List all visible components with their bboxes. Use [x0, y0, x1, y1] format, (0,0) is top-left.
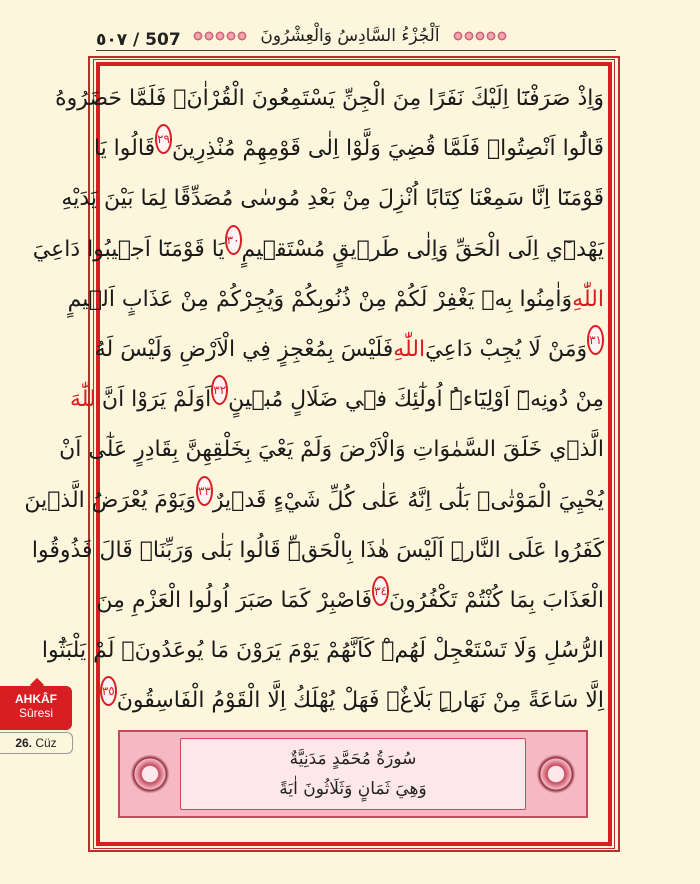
juz-label: Cüz — [35, 736, 57, 750]
sura-verse-count: وَهِيَ ثَمَانٍ وَثَلَاثُونَ اٰيَةً — [279, 779, 427, 799]
sura-name: AHKÂF — [15, 692, 57, 706]
verse-segment: يَا قَوْمَنَٓا اَجٖيبُوا دَاعِيَ — [32, 236, 225, 262]
ayah-number-marker: ٢٩ — [155, 124, 172, 154]
divine-name: اللّٰهَ — [70, 387, 102, 413]
sura-header-box — [118, 730, 588, 818]
verse-segment: كَفَرُوا عَلَى النَّارِۜ اَلَيْسَ هٰذَا بِالْحَقِّۜ قَالُوا بَلٰى وَرَبِّنَاۜ قَالَ فَذُوقُوا — [31, 537, 604, 563]
ayah-number-marker: ٣١ — [587, 325, 604, 355]
ayah-number-marker: ٣٥ — [100, 676, 117, 706]
verse-line — [55, 74, 604, 124]
verse-segment: فَاصْبِرْ كَمَا صَبَرَ اُولُوا الْعَزْمِ مِنَ — [96, 587, 373, 613]
verse-line — [101, 676, 604, 726]
verse-segment: وَمَنْ لَا يُجِبْ دَاعِيَ — [425, 336, 588, 362]
sura-title: سُورَةُ مُحَمَّدٍ مَدَنِيَّةٌ — [289, 749, 417, 769]
verse-segment: وَاِذْ صَرَفْنَٓا اِلَيْكَ نَفَرًا مِنَ الْجِنِّ يَسْتَمِعُونَ الْقُرْاٰنَۚ فَلَمَّا حَضَرُوهُ — [55, 86, 604, 111]
verse-segment: قَالُٓوا اَنْصِتُواۚ فَلَمَّا قُضِيَ وَلَّوْا اِلٰى قَوْمِهِمْ مُنْذِرِينَ — [171, 136, 604, 162]
verse-line — [61, 174, 604, 224]
verse-segment: اِلَّا سَاعَةً مِنْ نَهَارٍۜ بَلَاغٌۚ فَهَلْ يُهْلَكُ اِلَّا الْقَوْمُ الْفَاسِقُونَ — [116, 688, 604, 714]
sura-ornament-left-icon — [126, 738, 174, 810]
header-rule — [96, 50, 616, 51]
sura-name-tab[interactable] — [0, 686, 72, 730]
sura-ornament-right-icon — [532, 738, 580, 810]
page-header — [0, 0, 700, 58]
verse-segment: الَّذٖي خَلَقَ السَّمٰوَاتِ وَالْاَرْضَ وَلَمْ يَعْيَ بِخَلْقِهِنَّ بِقَادِرٍ عَلٰٓى اَنْ — [59, 437, 604, 463]
verse-segment: يُحْيِيَ الْمَوْتٰىۜ بَلٰٓى اِنَّهُ عَلٰى كُلِّ شَيْءٍ قَدٖيرٌ — [212, 487, 604, 513]
verse-segment: الرُّسُلِ وَلَا تَسْتَعْجِلْ لَهُمْۜ كَاَنَّهُمْ يَوْمَ يَرَوْنَ مَا يُوعَدُونَۙ لَمْ يَلْبَثُٓوا — [41, 638, 604, 664]
sura-title-panel — [180, 738, 526, 810]
verse-segment: وَيَوْمَ يُعْرَضُ الَّذٖينَ — [24, 487, 196, 513]
ayah-number-marker: ٣٣ — [196, 476, 213, 506]
verse-line — [94, 325, 604, 375]
verse-segment: يَهْدٖٓي اِلَى الْحَقِّ وَاِلٰى طَرٖيقٍ مُسْتَقٖيمٍ — [241, 236, 604, 262]
verse-line — [31, 526, 604, 576]
verse-line — [96, 576, 604, 626]
page-number: ٥٠٧ / 507 — [96, 30, 181, 50]
verse-segment: اَوَلَمْ يَرَوْا اَنَّ — [101, 387, 212, 413]
divine-name: اللّٰهِ — [393, 336, 426, 362]
juz-title-text: اَلْجُزْءُ السَّادِسُ وَالْعِشْرُونَ — [260, 26, 440, 46]
verse-segment: فَلَيْسَ بِمُعْجِزٍ فِي الْاَرْضِ وَلَيْسَ لَهُ — [94, 336, 394, 362]
verse-line — [59, 425, 604, 475]
sura-side-tab[interactable] — [0, 686, 82, 754]
verse-line — [67, 275, 604, 325]
ornament-right-icon — [193, 31, 247, 41]
juz-title — [0, 26, 700, 46]
sura-label: Sûresi — [18, 706, 53, 720]
ayah-number-marker: ٣٠ — [225, 225, 242, 255]
verse-line — [70, 375, 604, 425]
juz-number: 26. — [15, 736, 32, 750]
verse-line — [41, 626, 604, 676]
divine-name: اللّٰهِ — [572, 286, 604, 312]
ornament-left-icon — [453, 31, 507, 41]
verse-line — [24, 476, 604, 526]
ayah-number-marker: ٣٢ — [211, 375, 228, 405]
verse-segment: قَالُوا يَا — [93, 136, 156, 162]
verse-segment: قَوْمَنَٓا اِنَّا سَمِعْنَا كِتَابًا اُنْزِلَ مِنْ بَعْدِ مُوسٰى مُصَدِّقًا لِمَا بَيْنَ يَدَيْهِ — [61, 186, 604, 212]
juz-tab[interactable] — [0, 732, 73, 754]
ayah-number-marker: ٣٤ — [372, 576, 389, 606]
verse-segment: مِنْ دُونِهٖٓ اَوْلِيَٓاءُۜ اُولٰٓئِكَ فٖي ضَلَالٍ مُبٖينٍ — [228, 387, 604, 413]
verse-line — [32, 225, 604, 275]
verse-segment: وَاٰمِنُوا بِهٖ يَغْفِرْ لَكُمْ مِنْ ذُنُوبِكُمْ وَيُجِرْكُمْ مِنْ عَذَابٍ اَلٖيمٍ — [67, 286, 573, 312]
verse-segment: الْعَذَابَ بِمَا كُنْتُمْ تَكْفُرُونَ — [388, 587, 604, 613]
verse-line — [93, 124, 604, 174]
